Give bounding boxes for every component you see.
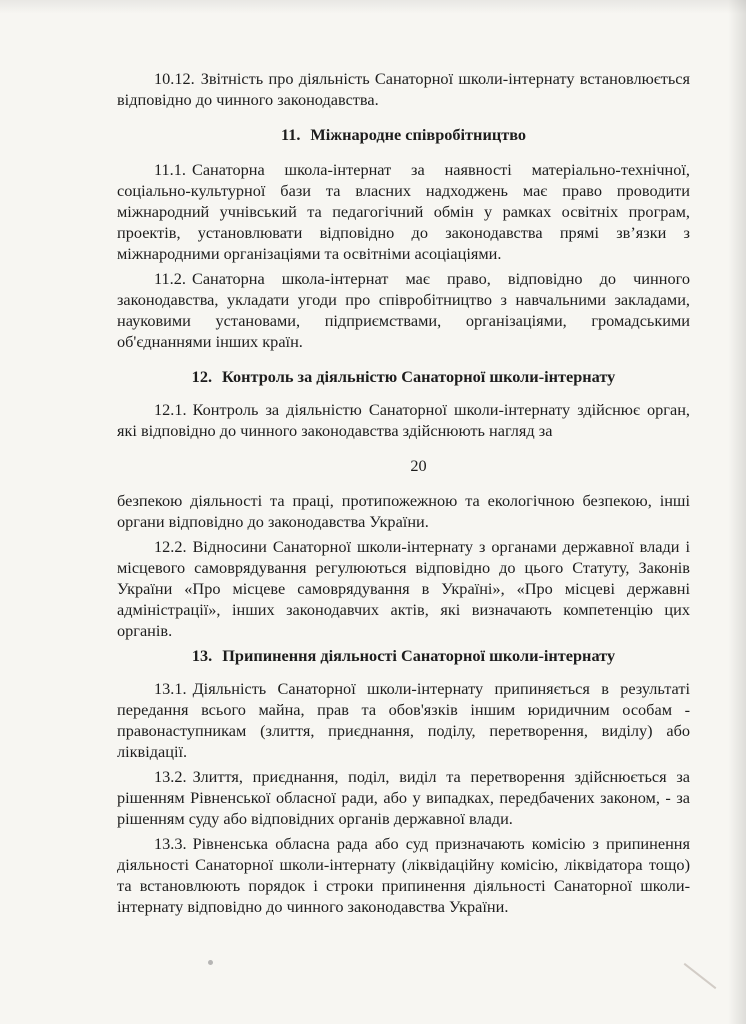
paragraph-12-1-continued [117,490,690,532]
paragraph-text: Рівненська обласна рада або суд призначають комісію з припинення діяльності Санаторної школи-інтернату (ліквідаційну комісію, ліквідатора тощо) та встановлюють порядок і строки припинення діяльності Санаторної школи-інтернату відповідно до чинного законодавства України. [117,834,690,916]
paragraph-text: Звітність про діяльність Санаторної школи-інтернату встановлюється відповідно до чинного законодавства. [117,69,690,109]
section-heading-13 [117,645,690,666]
paragraph-text: Діяльність Санаторної школи-інтернату припиняється в результаті передання всього майна, прав та обов'язків іншим юридичним особам - правонаступникам (злиття, приєднання, поділу, перетворення, виділу) або ліквідації. [117,679,690,761]
scan-shadow-right [728,0,746,1024]
heading-title: Контроль за діяльністю Санаторної школи-інтернату [222,367,616,386]
paragraph-number: 13.2. [154,767,187,786]
paragraph-number: 10.12. [154,69,195,88]
paragraph-number: 12.2. [154,537,187,556]
heading-number: 13. [191,646,213,665]
paragraph-text: Контроль за діяльністю Санаторної школи-інтернату здійснює орган, які відповідно до чинного законодавства здійснюють нагляд за [117,400,690,440]
paragraph-text: Санаторна школа-інтернат має право, відповідно до чинного законодавства, укладати угоди про співробітництво з навчальними закладами, науковими установами, підприємствами, організаціями, громадськими об'єднаннями інших країн. [117,269,690,351]
heading-title: Міжнародне співробітництво [310,125,527,144]
scan-speck [208,960,213,965]
scan-stroke [684,963,717,989]
scan-shadow-top [0,0,746,14]
heading-number: 11. [280,125,301,144]
paragraph-12-2 [117,536,690,641]
document-body [117,68,690,921]
paragraph-11-2 [117,268,690,352]
paragraph-number: 12.1. [154,400,187,419]
paragraph-12-1 [117,399,690,441]
paragraph-number: 13.1. [154,679,187,698]
paragraph-text: Відносини Санаторної школи-інтернату з органами державної влади і місцевого самоврядування регулюються відповідно до цього Статуту, Законів України «Про місцеве самоврядування в Україні», «Про місцеві державні адміністрації», інших законодавчих актів, які визначають компетенцію цих органів. [117,537,690,640]
section-heading-11 [117,124,690,145]
paragraph-number: 13.3. [154,834,187,853]
paragraph-13-1 [117,678,690,762]
heading-number: 12. [191,367,213,386]
paragraph-number: 11.1. [154,160,186,179]
paragraph-text: Санаторна школа-інтернат за наявності матеріально-технічної, соціально-культурної бази та власних надходжень має право проводити міжнародний учнівський та педагогічний обмін у рамках освітніх програм, проектів, установлювати відповідно до законодавства прямі зв’язки з міжнародними організаціями та освітніми асоціаціями. [117,160,690,263]
paragraph-10-12 [117,68,690,110]
paragraph-text: Злиття, приєднання, поділ, виділ та перетворення здійснюється за рішенням Рівненської обласної ради, або у випадках, передбачених законом, - за рішенням суду або відповідних органів державної влади. [117,767,690,828]
page-number: 20 [410,456,427,475]
paragraph-11-1 [117,159,690,264]
section-heading-12 [117,366,690,387]
paragraph-text: безпекою діяльності та праці, протипожежною та екологічною безпекою, інші органи відповідно до законодавства України. [117,491,690,531]
paragraph-13-3 [117,833,690,917]
paragraph-13-2 [117,766,690,829]
paragraph-number: 11.2. [154,269,186,288]
heading-title: Припинення діяльності Санаторної школи-інтернату [222,646,616,665]
